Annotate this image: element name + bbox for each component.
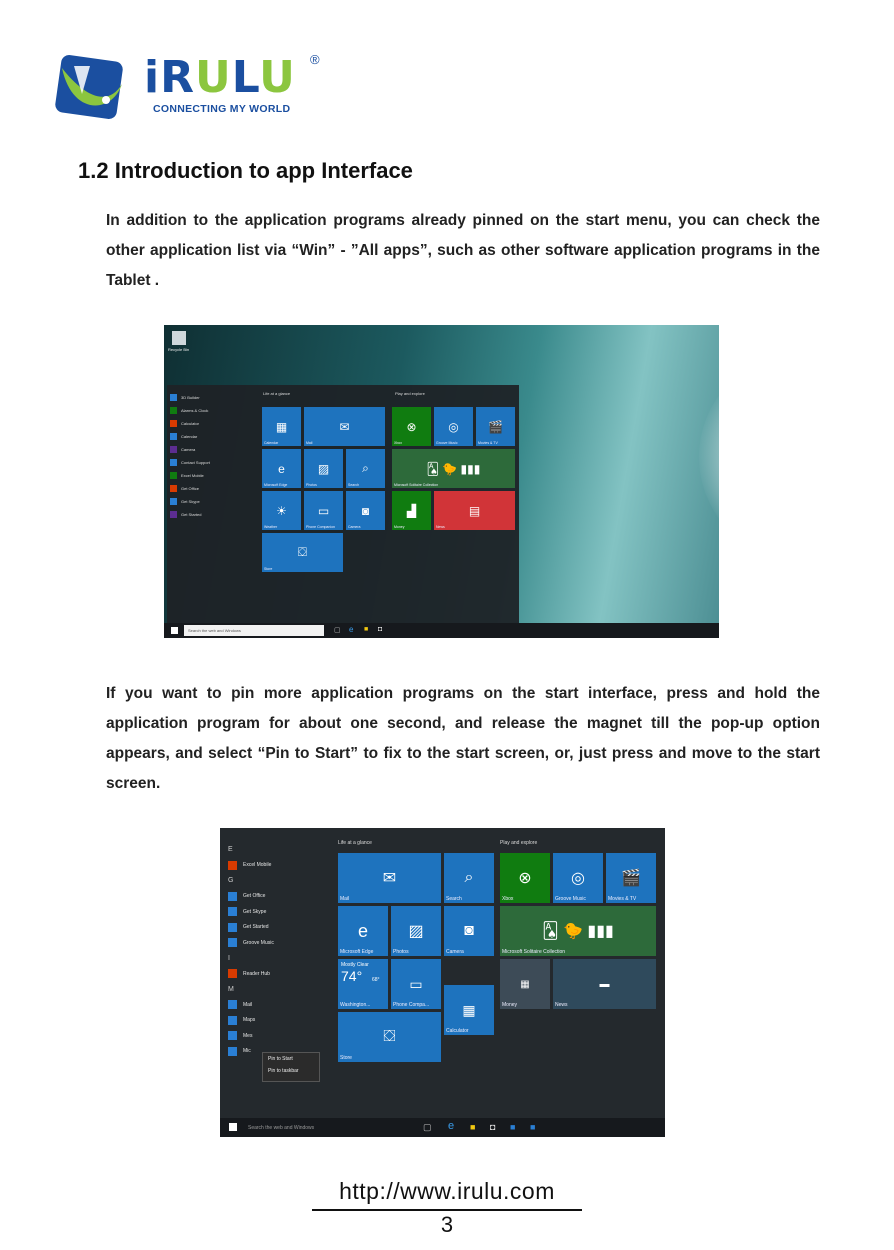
list-item-label: Get Started	[243, 924, 269, 931]
app-icon	[228, 861, 237, 870]
screenshot-start-menu-all-apps	[164, 325, 719, 638]
money-chart-icon: ▟	[406, 503, 417, 518]
app-taskbar-icon[interactable]: ■	[510, 1122, 516, 1132]
logo-emblem-icon	[52, 54, 126, 120]
tile-weather[interactable]: ☀ Weather	[262, 491, 301, 530]
brand-logo	[52, 52, 332, 122]
app-icon	[170, 459, 177, 466]
group-life-at-a-glance: Life at a glance	[338, 840, 372, 846]
app-icon	[228, 969, 237, 978]
search-icon: ⌕	[464, 869, 474, 886]
paragraph-intro: In addition to the application programs already pinned on the start menu, you can check the other application list via “Win” - ”All apps”, such as other software application programs in the Tablet .	[106, 212, 820, 289]
windows-start-icon[interactable]	[171, 627, 178, 634]
tile-microsoft-edge[interactable]: e Microsoft Edge	[262, 449, 301, 488]
menu-item-pin-to-start[interactable]: Pin to Start	[268, 1056, 293, 1062]
registered-mark: ®	[310, 52, 320, 67]
weather-temp: 74°	[341, 968, 363, 984]
store-taskbar-icon[interactable]: ◘	[378, 626, 383, 633]
tile-calendar[interactable]: ▦ Calendar	[262, 407, 301, 446]
store-bag-icon: ⛋	[297, 545, 308, 559]
list-item-label: Get Started	[181, 512, 202, 517]
section-title: 1.2 Introduction to app Interface	[78, 158, 413, 183]
task-view-icon[interactable]: ▢	[334, 627, 341, 634]
photos-icon: ▨	[408, 923, 424, 940]
calculator-icon: ▦	[462, 1001, 476, 1018]
list-item[interactable]	[228, 920, 328, 936]
app-icon	[170, 433, 177, 440]
solitaire-cards-icon: 🂡 🐤 ▮▮▮	[426, 461, 481, 476]
tile-news[interactable]: ▬ News	[553, 959, 656, 1009]
weather-high: 68°	[372, 977, 380, 983]
tile-camera[interactable]: ◙ Camera	[444, 906, 494, 956]
context-menu	[262, 1052, 320, 1082]
list-item-label: Get Skype	[243, 908, 267, 915]
tile-groove-music[interactable]: ◎ Groove Music	[434, 407, 473, 446]
brand-wordmark: iRULU	[144, 52, 296, 103]
list-item[interactable]	[228, 858, 328, 874]
list-item[interactable]	[228, 889, 328, 905]
groove-music-icon: ◎	[571, 870, 585, 887]
list-item-label: Get Office	[181, 486, 199, 491]
tile-photos[interactable]: ▨ Photos	[391, 906, 441, 956]
weather-sun-icon: ☀	[276, 503, 287, 518]
footer-url[interactable]: http://www.irulu.com	[339, 1178, 555, 1204]
tile-phone-companion[interactable]: ▭ Phone Companion	[304, 491, 343, 530]
all-apps-list	[170, 391, 254, 619]
xbox-icon: ⊗	[518, 870, 532, 887]
list-item[interactable]	[170, 404, 254, 417]
list-item-label: Excel Mobile	[243, 862, 272, 869]
tile-search[interactable]: ⌕ Search	[346, 449, 385, 488]
tile-solitaire[interactable]: 🂡 🐤 ▮▮▮ Microsoft Solitaire Collection	[500, 906, 656, 956]
edge-icon: e	[278, 461, 285, 476]
list-item-label: Camera	[181, 447, 196, 452]
list-item[interactable]	[228, 1013, 328, 1029]
file-explorer-icon[interactable]: ■	[364, 626, 369, 633]
taskbar	[164, 623, 719, 638]
tile-money[interactable]: ▟ Money	[392, 491, 431, 530]
app-icon	[228, 938, 237, 947]
app-icon	[228, 923, 237, 932]
list-item-label: Mic	[243, 1048, 251, 1055]
news-photo-image: ▬	[599, 978, 610, 990]
mail-icon: ✉	[339, 419, 350, 434]
tile-news[interactable]: ▤ News	[434, 491, 515, 530]
tile-microsoft-edge[interactable]: e Microsoft Edge	[338, 906, 388, 956]
app-icon	[170, 472, 177, 479]
app-icon	[170, 394, 177, 401]
list-item-label: Maps	[243, 1017, 256, 1024]
brand-tagline: CONNECTING MY WORLD	[153, 103, 291, 115]
list-item[interactable]	[170, 391, 254, 404]
list-item[interactable]	[170, 456, 254, 469]
tile-camera[interactable]: ◙ Camera	[346, 491, 385, 530]
app-icon	[170, 420, 177, 427]
screenshot-pin-to-start	[220, 828, 665, 1137]
edge-taskbar-icon[interactable]: e	[349, 625, 354, 634]
tile-store[interactable]: ⛋ Store	[338, 1012, 441, 1062]
camera-icon: ◙	[361, 503, 370, 518]
list-letter-header[interactable]	[228, 982, 328, 998]
list-item-label: Excel Mobile	[181, 473, 204, 478]
list-item[interactable]	[170, 443, 254, 456]
tile-xbox[interactable]: ⊗ Xbox	[392, 407, 431, 446]
tile-money[interactable]: ▦ Money	[500, 959, 550, 1009]
movies-icon: 🎬	[621, 870, 641, 887]
list-item-label: Reader Hub	[243, 970, 270, 977]
money-news-image: ▦	[520, 978, 530, 990]
calendar-icon: ▦	[275, 419, 288, 434]
phone-companion-icon: ▭	[409, 975, 423, 992]
group-life-at-a-glance: Life at a glance	[263, 391, 291, 396]
app-icon	[228, 892, 237, 901]
app-icon	[228, 907, 237, 916]
tile-movies-tv[interactable]: 🎬 Movies & TV	[606, 853, 656, 903]
list-letter-header[interactable]	[228, 951, 328, 967]
task-view-icon[interactable]: ▢	[423, 1122, 432, 1132]
mail-icon: ✉	[382, 870, 397, 887]
app-icon	[228, 1016, 237, 1025]
list-letter-header[interactable]	[228, 873, 328, 889]
list-item-label: Contact Support	[181, 460, 210, 465]
list-item[interactable]	[228, 904, 328, 920]
group-play-and-explore: Play and explore	[395, 391, 425, 396]
tile-mail[interactable]: ✉ Mail	[338, 853, 441, 903]
search-box[interactable]: Search the web and Windows	[248, 1125, 315, 1131]
page-number: 3	[440, 1212, 454, 1237]
list-item[interactable]	[170, 482, 254, 495]
list-item[interactable]	[228, 935, 328, 951]
tile-calculator[interactable]: ▦ Calculator	[444, 985, 494, 1035]
tile-photos[interactable]: ▨ Photos	[304, 449, 343, 488]
tile-xbox[interactable]: ⊗ Xbox	[500, 853, 550, 903]
app-icon	[170, 498, 177, 505]
tile-weather[interactable]: Mostly Clear 74° 68° Washington...	[338, 959, 388, 1009]
app-icon	[170, 446, 177, 453]
file-explorer-icon[interactable]: ■	[470, 1122, 476, 1132]
list-item-label: I	[228, 954, 230, 962]
list-item-label: 3D Builder	[181, 395, 200, 400]
groove-music-icon: ◎	[448, 419, 459, 434]
tile-movies-tv[interactable]: 🎬 Movies & TV	[476, 407, 515, 446]
taskbar	[220, 1118, 665, 1137]
list-item[interactable]	[170, 417, 254, 430]
app-taskbar-icon-2[interactable]: ■	[530, 1122, 536, 1132]
store-taskbar-icon[interactable]: ◘	[490, 1122, 496, 1132]
list-item-label: E	[228, 846, 233, 854]
list-item-label: M	[228, 985, 234, 993]
app-icon	[228, 1047, 237, 1056]
list-item-label: Mes	[243, 1032, 253, 1039]
list-item-label: Alarms & Clock	[181, 408, 209, 413]
footer-underline	[312, 1209, 582, 1211]
recycle-bin-label: Recycle Bin	[168, 347, 190, 352]
list-item-label: Calendar	[181, 434, 198, 439]
list-item-label: Groove Music	[243, 939, 274, 946]
app-icon	[170, 511, 177, 518]
photos-icon: ▨	[317, 461, 330, 476]
all-apps-list	[228, 842, 328, 1059]
movies-icon: 🎬	[488, 419, 503, 434]
list-item[interactable]	[170, 430, 254, 443]
camera-icon: ◙	[464, 922, 474, 939]
phone-companion-icon: ▭	[317, 503, 330, 518]
paragraph-pin: If you want to pin more application programs on the start interface, press and hold the application program for about one second, and release the magnet till the pop-up option appears, and select “Pin to Start” to fix to the start screen, or, just press and move to the start screen.	[106, 685, 820, 792]
tile-groove-music[interactable]: ◎ Groove Music	[553, 853, 603, 903]
list-item[interactable]	[170, 469, 254, 482]
weather-condition: Mostly Clear	[341, 962, 369, 968]
tile-mail[interactable]: ✉ Mail	[304, 407, 385, 446]
news-icon: ▤	[468, 503, 481, 518]
windows-start-icon[interactable]	[229, 1123, 237, 1131]
edge-taskbar-icon[interactable]: e	[448, 1120, 455, 1132]
tile-search[interactable]: ⌕ Search	[444, 853, 494, 903]
list-item[interactable]	[170, 495, 254, 508]
edge-icon: e	[357, 920, 368, 941]
list-item-label: Calculator	[181, 421, 200, 426]
list-letter-header[interactable]	[228, 842, 328, 858]
store-bag-icon: ⛋	[383, 1028, 396, 1045]
app-icon	[228, 1000, 237, 1009]
menu-item-pin-to-taskbar[interactable]: Pin to taskbar	[268, 1068, 299, 1074]
list-item[interactable]	[228, 1028, 328, 1044]
group-play-and-explore: Play and explore	[500, 840, 538, 846]
xbox-icon: ⊗	[406, 419, 417, 434]
list-item[interactable]	[228, 966, 328, 982]
list-item[interactable]	[228, 997, 328, 1013]
list-item[interactable]	[170, 508, 254, 521]
app-icon	[170, 407, 177, 414]
recycle-bin-icon	[172, 331, 186, 345]
tile-phone-companion[interactable]: ▭ Phone Compa...	[391, 959, 441, 1009]
list-item-label: Get Office	[243, 893, 266, 900]
solitaire-cards-icon: 🂡 🐤 ▮▮▮	[542, 923, 614, 940]
dandelion-wallpaper	[699, 352, 719, 562]
search-icon: ⌕	[362, 461, 369, 475]
list-item-label: Get Skype	[181, 499, 200, 504]
tile-solitaire[interactable]: 🂡 🐤 ▮▮▮ Microsoft Solitaire Collection	[392, 449, 515, 488]
tile-store[interactable]: ⛋ Store	[262, 533, 343, 572]
list-item-label: Mail	[243, 1001, 253, 1008]
search-box[interactable]: Search the web and Windows	[184, 625, 324, 636]
app-icon	[170, 485, 177, 492]
start-menu	[167, 385, 519, 623]
list-item-label: G	[228, 877, 234, 885]
app-icon	[228, 1031, 237, 1040]
